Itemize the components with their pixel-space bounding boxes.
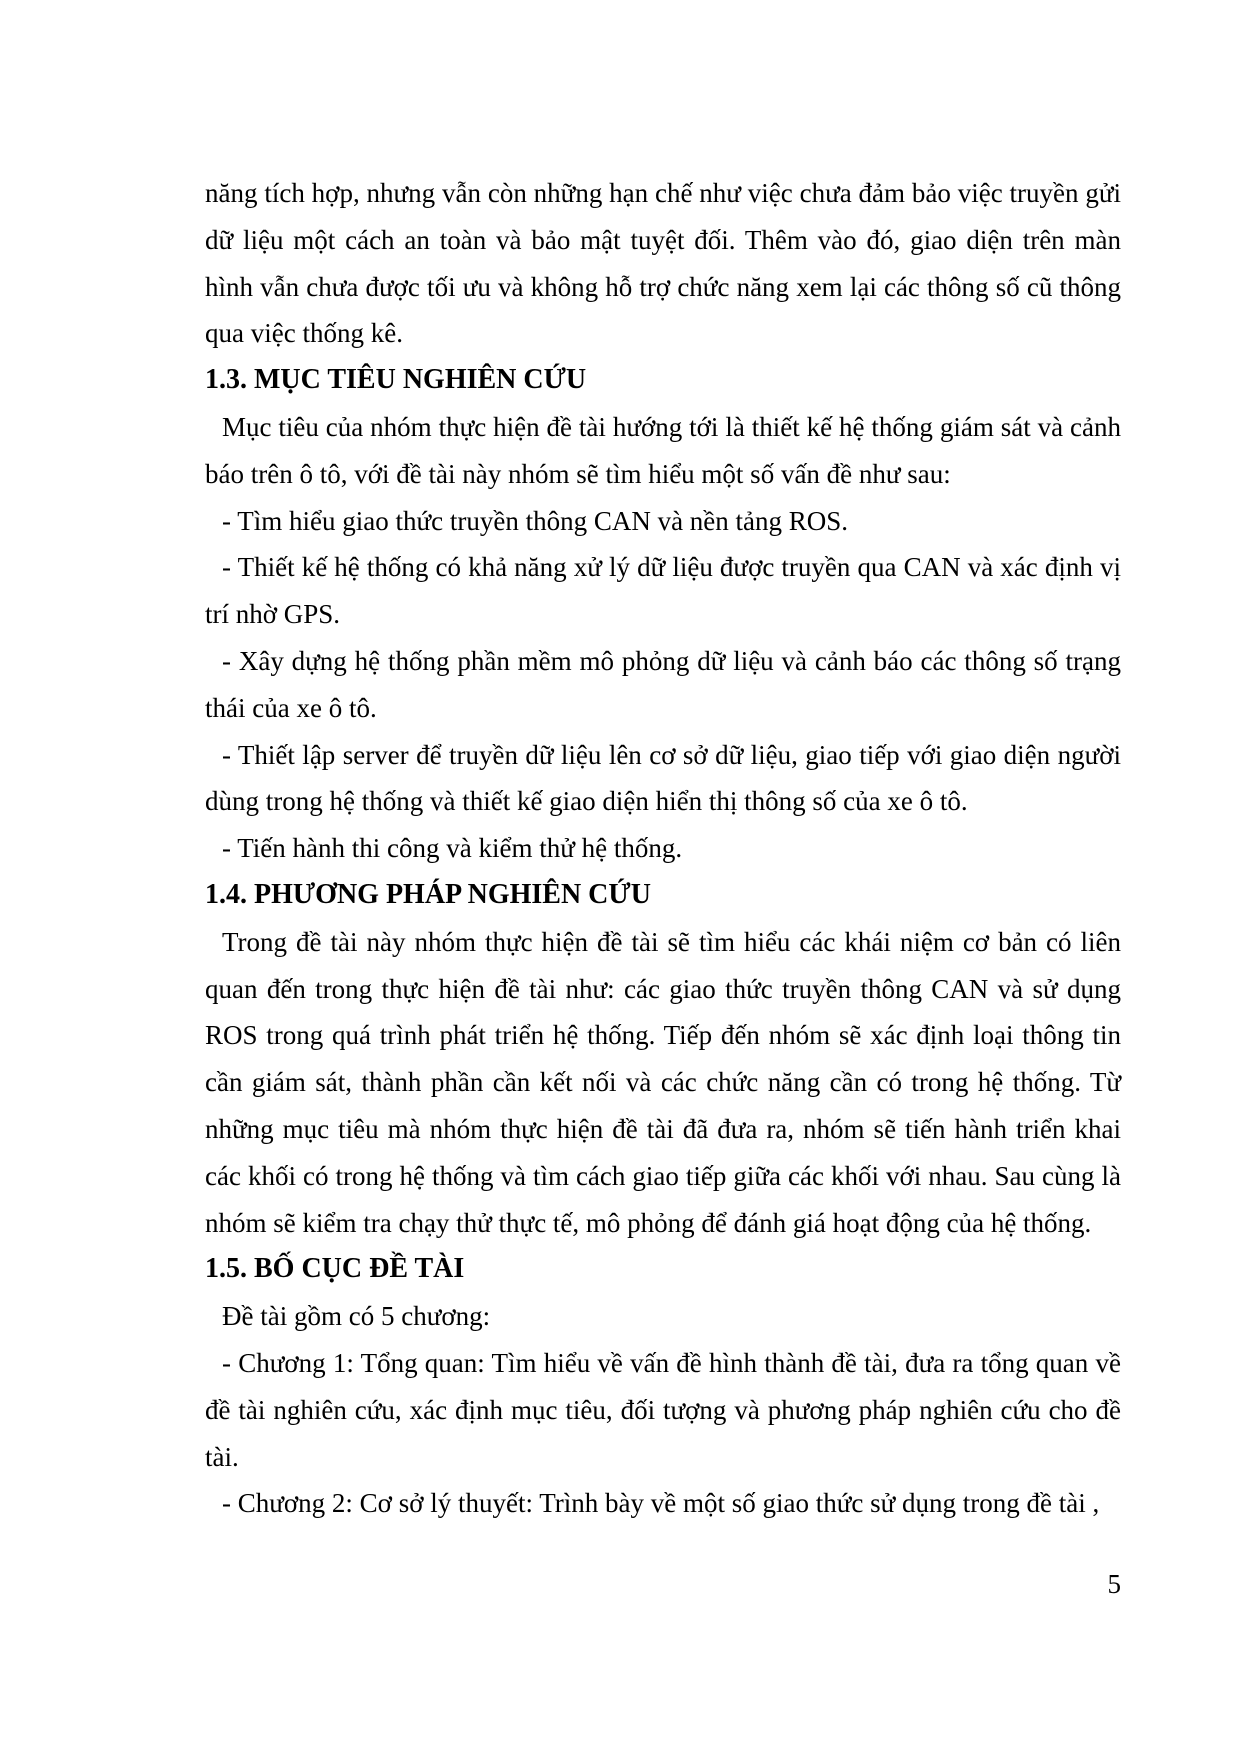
section-heading-1-4: 1.4. PHƯƠNG PHÁP NGHIÊN CỨU	[205, 878, 651, 910]
page-content	[205, 170, 1121, 1527]
bullet-item: - Xây dựng hệ thống phần mềm mô phỏng dữ liệu và cảnh báo các thông số trạng thái của xe ô tô.	[205, 645, 1121, 723]
paragraph-methodology: Trong đề tài này nhóm thực hiện đề tài sẽ tìm hiểu các khái niệm cơ bản có liên quan đến trong thực hiện đề tài như: các giao thức truyền thông CAN và sử dụng ROS trong quá trình phát triển hệ thống. Tiếp đến nhóm sẽ xác định loại thông tin cần giám sát, thành phần cần kết nối và các chức năng cần có trong hệ thống. Từ những mục tiêu mà nhóm thực hiện đề tài đã đưa ra, nhóm sẽ tiến hành triển khai các khối có trong hệ thống và tìm cách giao tiếp giữa các khối với nhau. Sau cùng là nhóm sẽ kiểm tra chạy thử thực tế, mô phỏng để đánh giá hoạt động của hệ thống.	[205, 926, 1121, 1238]
paragraph-objectives-intro: Mục tiêu của nhóm thực hiện đề tài hướng tới là thiết kế hệ thống giám sát và cảnh báo trên ô tô, với đề tài này nhóm sẽ tìm hiểu một số vấn đề như sau:	[205, 411, 1121, 489]
paragraph-continuation: năng tích hợp, nhưng vẫn còn những hạn chế như việc chưa đảm bảo việc truyền gửi dữ liệu một cách an toàn và bảo mật tuyệt đối. Thêm vào đó, giao diện trên màn hình vẫn chưa được tối ưu và không hỗ trợ chức năng xem lại các thông số cũ thông qua việc thống kê.	[205, 178, 1121, 349]
bullet-item: - Thiết kế hệ thống có khả năng xử lý dữ liệu được truyền qua CAN và xác định vị trí nhờ GPS.	[205, 552, 1121, 630]
page-number: 5	[1107, 1569, 1121, 1599]
section-heading-1-5: 1.5. BỐ CỤC ĐỀ TÀI	[205, 1253, 465, 1285]
bullet-item: - Tìm hiểu giao thức truyền thông CAN và nền tảng ROS.	[222, 505, 849, 536]
bullet-item: - Chương 1: Tổng quan: Tìm hiểu về vấn đề hình thành đề tài, đưa ra tổng quan về đề tài nghiên cứu, xác định mục tiêu, đối tượng và phương pháp nghiên cứu cho đề tài.	[205, 1347, 1121, 1472]
paragraph-structure-intro: Đề tài gồm có 5 chương:	[222, 1301, 491, 1332]
bullet-item: - Tiến hành thi công và kiểm thử hệ thống.	[222, 833, 683, 864]
bullet-item: - Chương 2: Cơ sở lý thuyết: Trình bày về một số giao thức sử dụng trong đề tài ,	[222, 1488, 1100, 1519]
bullet-item: - Thiết lập server để truyền dữ liệu lên cơ sở dữ liệu, giao tiếp với giao diện người dùng trong hệ thống và thiết kế giao diện hiển thị thông số của xe ô tô.	[205, 739, 1121, 817]
section-heading-1-3: 1.3. MỤC TIÊU NGHIÊN CỨU	[205, 364, 587, 396]
